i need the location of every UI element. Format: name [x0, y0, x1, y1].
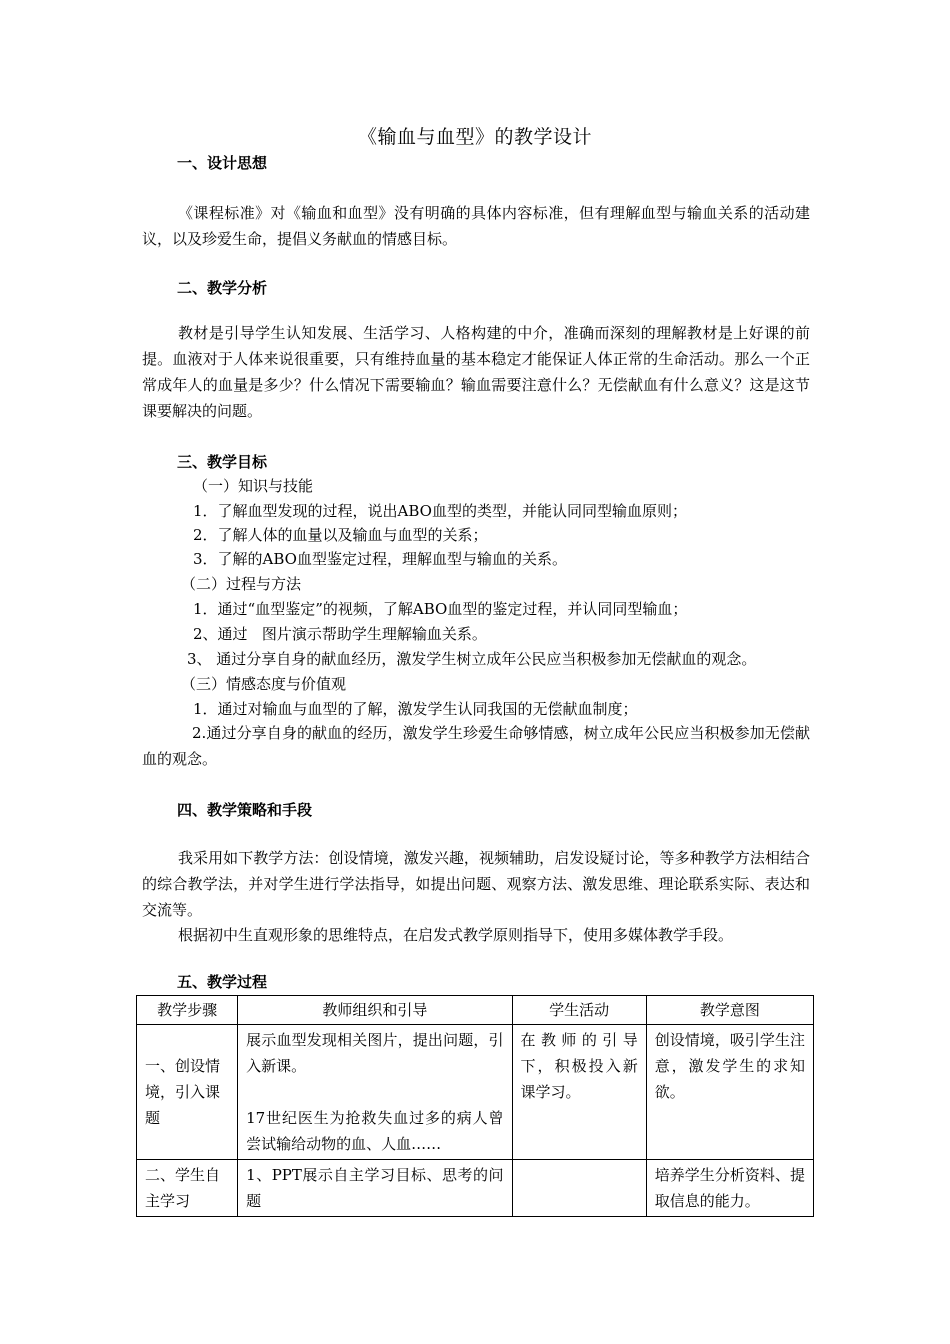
section-heading-process: 五、教学过程 — [177, 973, 268, 991]
teacher-text: 展示血型发现相关图片，提出问题，引入新课。 — [246, 1031, 504, 1075]
section-heading-analysis: 二、教学分析 — [177, 279, 268, 297]
objective-item: 3．了解的ABO血型鉴定过程，理解血型与输血的关系。 — [193, 550, 567, 568]
step-cell: 二、学生自主学习 — [137, 1160, 238, 1217]
section-heading-strategy: 四、教学策略和手段 — [177, 801, 313, 819]
teacher-text: 17世纪医生为抢救失血过多的病人曾尝试输给动物的血、人血…… — [246, 1109, 504, 1153]
objective-subheading-knowledge: （一）知识与技能 — [193, 477, 314, 495]
strategy-paragraph: 我采用如下教学方法：创设情境，激发兴趣，视频辅助，启发设疑讨论，等多种教学方法相结合的综合教学法，并对学生进行学法指导，如提出问题、观察方法、激发思维、理论联系实际、表达和交流等。 — [142, 849, 810, 919]
intent-cell: 创设情境，吸引学生注意，激发学生的求知欲。 — [646, 1025, 813, 1160]
document-title: 《输血与血型》的教学设计 — [357, 126, 592, 148]
objective-item: 2.通过分享自身的献血的经历，激发学生珍爱生命够情感，树立成年公民应当积极参加无偿献血的观念。 — [142, 724, 810, 768]
student-cell: 在教师的引导下，积极投入新课学习。 — [512, 1025, 646, 1160]
objective-item: 1．通过对输血与血型的了解，激发学生认同我国的无偿献血制度； — [193, 700, 638, 718]
table-header-cell: 学生活动 — [512, 996, 646, 1025]
section-heading-objectives: 三、教学目标 — [177, 453, 268, 471]
spacer — [246, 1079, 503, 1105]
intent-cell: 培养学生分析资料、提取信息的能力。 — [646, 1160, 813, 1217]
strategy-paragraph: 根据初中生直观形象的思维特点，在启发式教学原则指导下，使用多媒体教学手段。 — [178, 926, 734, 944]
table-row — [137, 1025, 814, 1160]
objective-item: 1．了解血型发现的过程，说出ABO血型的类型，并能认同同型输血原则； — [193, 502, 687, 520]
objective-subheading-process: （二）过程与方法 — [181, 575, 302, 593]
student-cell — [512, 1160, 646, 1217]
objective-subheading-attitude: （三）情感态度与价值观 — [181, 675, 347, 693]
table-header-cell: 教学意图 — [646, 996, 813, 1025]
objective-item: 2、通过 图片演示帮助学生理解输血关系。 — [193, 625, 487, 643]
objective-item: 3、 通过分享自身的献血经历，激发学生树立成年公民应当积极参加无偿献血的观念。 — [187, 650, 757, 668]
section-heading-design: 一、设计思想 — [177, 154, 268, 172]
teacher-cell: 1、PPT展示自主学习目标、思考的问题 — [238, 1160, 512, 1217]
objective-item: 1．通过“血型鉴定”的视频，了解ABO血型的鉴定过程，并认同同型输血； — [193, 600, 688, 618]
table-row — [137, 1160, 814, 1217]
design-paragraph: 《课程标准》对《输血和血型》没有明确的具体内容标准，但有理解血型与输血关系的活动建议，以及珍爱生命，提倡义务献血的情感目标。 — [142, 204, 810, 248]
table-header-cell: 教师组织和引导 — [238, 996, 512, 1025]
teacher-cell — [238, 1025, 512, 1160]
table-header-cell: 教学步骤 — [137, 996, 238, 1025]
analysis-paragraph: 教材是引导学生认知发展、生活学习、人格构建的中介，准确而深刻的理解教材是上好课的前提。血液对于人体来说很重要，只有维持血量的基本稳定才能保证人体正常的生命活动。那么一个正常成年人的血量是多少？什么情况下需要输血？输血需要注意什么？无偿献血有什么意义？这是这节课要解决的问题。 — [142, 324, 810, 420]
objective-item: 2．了解人体的血量以及输血与血型的关系； — [193, 526, 488, 544]
teaching-process-table — [136, 995, 814, 1217]
table-header-row — [137, 996, 814, 1025]
step-cell: 一、创设情境，引入课题 — [137, 1025, 238, 1160]
